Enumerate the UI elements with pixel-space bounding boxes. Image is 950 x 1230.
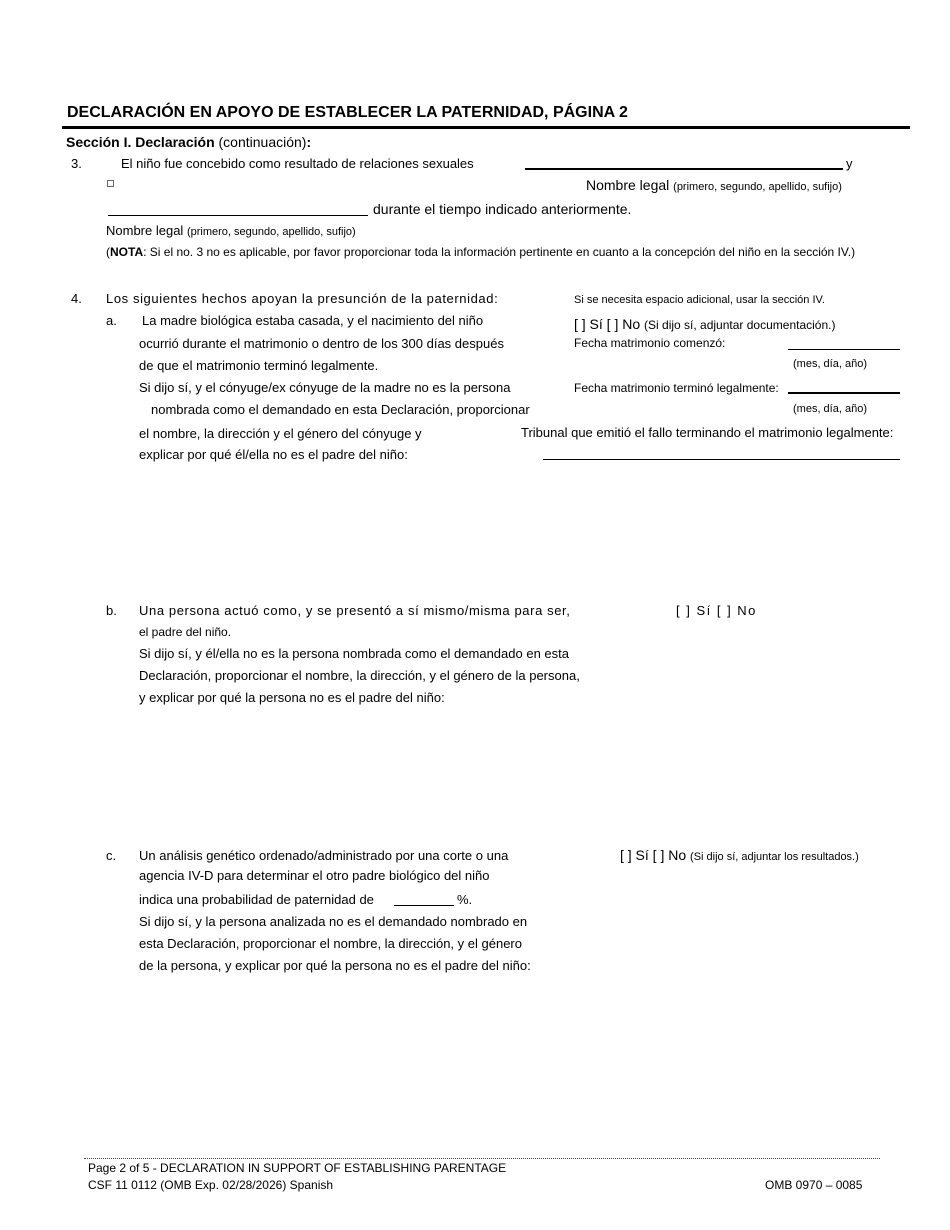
item4b-letter: b. [106, 603, 117, 618]
item4c-percent-sign: %. [457, 892, 473, 907]
item3-label1-main: Nombre legal [586, 177, 670, 193]
item4c-yesno[interactable] [620, 847, 859, 863]
item4c-line: de la persona, y explicar por qué la persona no es el padre del niño: [139, 958, 531, 973]
item3-number: 3. [71, 156, 82, 171]
note-rest: : Si el no. 3 no es aplicable, por favor proporcionar toda la información pertinente en cuanto a la concepción del niño en la sección IV.) [143, 245, 856, 259]
item3-text: El niño fue concebido como resultado de relaciones sexuales [121, 156, 474, 171]
item4c-yesno-boxes[interactable]: [ ] Sí [ ] No [620, 847, 687, 863]
footer-line2: CSF 11 0112 (OMB Exp. 02/28/2026) Spanish [88, 1178, 334, 1192]
item3-label1 [586, 177, 842, 193]
item4a-letter: a. [106, 313, 117, 328]
item4c-line: esta Declaración, proporcionar el nombre, la dirección, y el género [139, 936, 522, 951]
item4a-yesno[interactable] [574, 316, 835, 332]
item4b-line: y explicar por qué la persona no es el padre del niño: [139, 690, 445, 705]
item3-y: y [846, 156, 853, 171]
note-bold: NOTA [110, 245, 144, 259]
section-heading-rest: (continuación) [214, 134, 307, 150]
item4b-yesno[interactable]: [ ] Sí [ ] No [676, 603, 757, 618]
item4a-yesno-note: (Si dijo sí, adjuntar documentación.) [644, 318, 836, 332]
item4c-line: agencia IV-D para determinar el otro padre biológico del niño [139, 868, 490, 883]
section-heading-bold: Sección I. Declaración [66, 134, 215, 150]
item4a-line: Si dijo sí, y el cónyuge/ex cónyuge de la madre no es la persona [139, 380, 511, 395]
item4a-date-start-field[interactable] [788, 349, 900, 350]
page-title: DECLARACIÓN EN APOYO DE ESTABLECER LA PATERNIDAD, PÁGINA 2 [67, 104, 628, 121]
item4b-line: Si dijo sí, y él/ella no es la persona nombrada como el demandado en esta [139, 646, 569, 661]
item4b-line: el padre del niño. [139, 625, 232, 639]
item4-number: 4. [71, 291, 82, 306]
item4a-line: explicar por qué él/ella no es el padre del niño: [139, 447, 408, 462]
item4c-line: Si dijo sí, y la persona analizada no es el demandado nombrado en [139, 914, 528, 929]
item4a-line: el nombre, la dirección y el género del cónyuge y [139, 426, 422, 441]
item4a-tribunal-label: Tribunal que emitió el fallo terminando el matrimonio legalmente: [521, 425, 894, 440]
item4c-letter: c. [106, 848, 117, 863]
item4a-yesno-boxes[interactable]: [ ] Sí [ ] No [574, 316, 641, 332]
item4a-date-format: (mes, día, año) [793, 358, 867, 370]
item4a-tribunal-field[interactable] [543, 459, 900, 460]
item4b-line: Declaración, proporcionar el nombre, la dirección, y el género de la persona, [139, 668, 580, 683]
item4a-line: ocurrió durante el matrimonio o dentro de los 300 días después [139, 336, 504, 351]
item4b-line: Una persona actuó como, y se presentó a sí mismo/misma para ser, [139, 603, 571, 618]
item3-label2-main: Nombre legal [106, 223, 184, 238]
item3-during: durante el tiempo indicado anteriormente. [373, 201, 632, 217]
item3-label2-sub: (primero, segundo, apellido, sufijo) [186, 226, 356, 238]
footer-rule [84, 1158, 880, 1159]
item4c-yesno-note: (Si dijo sí, adjuntar los resultados.) [690, 851, 859, 863]
item4c-percent-field[interactable] [394, 905, 454, 906]
item4a-date-start-label: Fecha matrimonio comenzó: [574, 336, 726, 350]
item3-note [106, 245, 855, 259]
item4a-date-end-field[interactable] [788, 392, 900, 394]
section-heading-colon: : [306, 134, 312, 150]
item3-checkbox[interactable] [107, 180, 114, 187]
item3-name1-field[interactable] [525, 168, 843, 170]
item4c-line: indica una probabilidad de paternidad de [139, 892, 374, 907]
item4a-line: La madre biológica estaba casada, y el nacimiento del niño [142, 313, 484, 328]
item3-label1-sub: (primero, segundo, apellido, sufijo) [673, 181, 842, 193]
note-open: ( [106, 245, 110, 259]
item4a-date-end-label: Fecha matrimonio terminó legalmente: [574, 381, 779, 395]
item4a-line: de que el matrimonio terminó legalmente. [139, 358, 379, 373]
footer-omb: OMB 0970 – 0085 [765, 1178, 863, 1192]
item3-label2 [106, 223, 356, 238]
footer-line1: Page 2 of 5 - DECLARATION IN SUPPORT OF ESTABLISHING PARENTAGE [88, 1161, 507, 1175]
item4a-line: nombrada como el demandado en esta Declaración, proporcionar [151, 402, 530, 417]
item4-intro: Los siguientes hechos apoyan la presunción de la paternidad: [106, 291, 499, 306]
item4c-line: Un análisis genético ordenado/administrado por una corte o una [139, 848, 509, 863]
item3-name2-field[interactable] [108, 215, 368, 216]
title-rule [62, 126, 910, 129]
item4a-date-format: (mes, día, año) [793, 403, 867, 415]
section-heading [66, 134, 311, 150]
item4-additional-note: Si se necesita espacio adicional, usar la sección IV. [574, 294, 825, 306]
